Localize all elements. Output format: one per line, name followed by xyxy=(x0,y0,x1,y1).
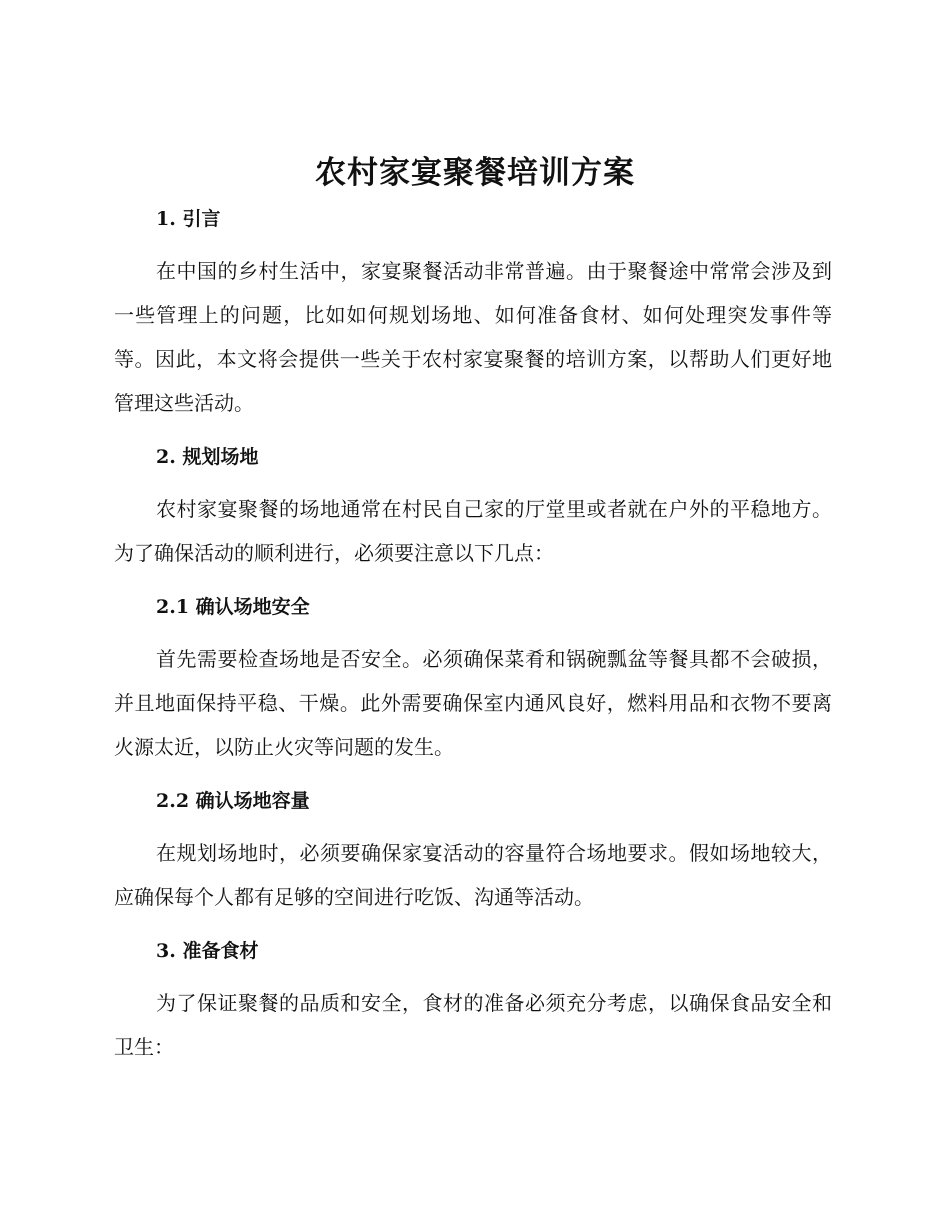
section-heading-prepare-ingredients: 3. 准备食材 xyxy=(156,940,259,962)
section-paragraph-plan-venue: 农村家宴聚餐的场地通常在村民自己家的厅堂里或者就在户外的平稳地方。为了确保活动的顺利进行，必须要注意以下几点： xyxy=(114,497,832,565)
section-paragraph-prepare-ingredients: 为了保证聚餐的品质和安全，食材的准备必须充分考虑，以确保食品安全和卫生： xyxy=(114,991,832,1059)
section-heading-venue-capacity: 2.2 确认场地容量 xyxy=(156,790,310,812)
section-heading-introduction: 1. 引言 xyxy=(156,208,221,230)
section-heading-plan-venue: 2. 规划场地 xyxy=(156,446,259,468)
page-title: 农村家宴聚餐培训方案 xyxy=(315,155,635,191)
section-paragraph-venue-safety: 首先需要检查场地是否安全。必须确保菜肴和锅碗瓢盆等餐具都不会破损，并且地面保持平稳、干燥。此外需要确保室内通风良好，燃料用品和衣物不要离火源太近，以防止火灾等问题的发生。 xyxy=(114,647,832,759)
section-heading-venue-safety: 2.1 确认场地安全 xyxy=(156,596,310,618)
section-paragraph-venue-capacity: 在规划场地时，必须要确保家宴活动的容量符合场地要求。假如场地较大，应确保每个人都有足够的空间进行吃饭、沟通等活动。 xyxy=(114,841,832,909)
section-paragraph-introduction: 在中国的乡村生活中，家宴聚餐活动非常普遍。由于聚餐途中常常会涉及到一些管理上的问题，比如如何规划场地、如何准备食材、如何处理突发事件等等。因此，本文将会提供一些关于农村家宴聚餐的培训方案，以帮助人们更好地管理这些活动。 xyxy=(114,259,832,415)
document-body xyxy=(114,198,832,1080)
